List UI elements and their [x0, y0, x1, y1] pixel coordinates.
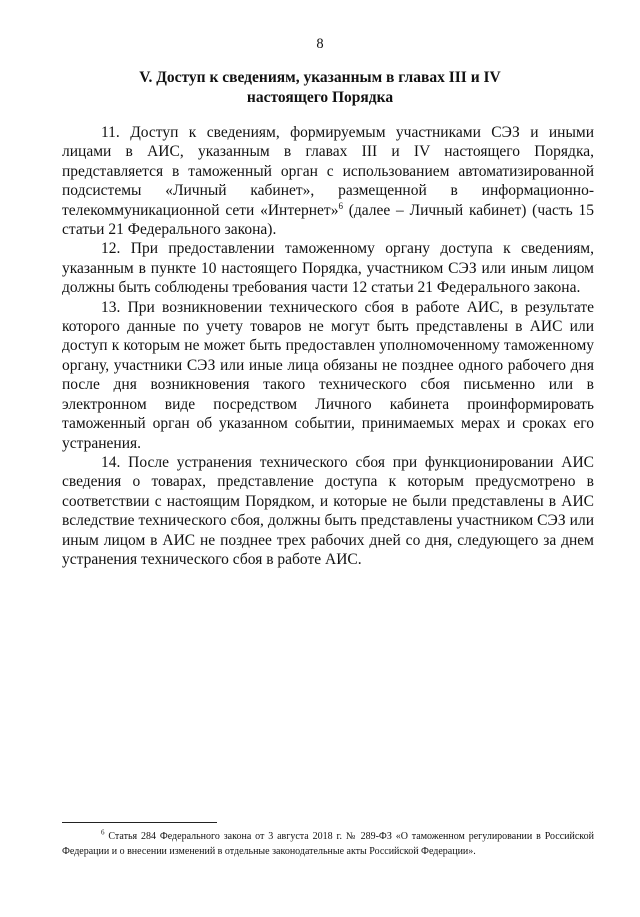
section-title-line-2: настоящего Порядка [246, 89, 394, 106]
footnote-text: Статья 284 Федерального закона от 3 августа 2018 г. № 289-ФЗ «О таможенном регулировании в Российской Федерации и о внесении изменений в отдельные законодательные акты Российской Федерации». [62, 831, 594, 857]
footnote [62, 829, 594, 859]
page-number: 8 [316, 36, 324, 52]
body-text [62, 123, 594, 569]
paragraph-12: 12. При предоставлении таможенному органу доступа к сведениям, указанным в пункте 10 настоящего Порядка, участником СЭЗ или иным лицом должны быть соблюдены требования части 12 статьи 21 Федерального закона. [62, 240, 594, 297]
footnote-reference: 6 [338, 200, 343, 211]
footnote-divider [62, 822, 217, 823]
section-title [100, 68, 540, 108]
paragraph-14: 14. После устранения технического сбоя при функционировании АИС сведения о товарах, представление доступа к которым предусмотрено в соответствии с настоящим Порядком, и которые не были представлены в АИС вследствие технического сбоя, должны быть представлены участником СЭЗ или иным лицом в АИС не позднее трех рабочих дней со дня, следующего за днем устранения технического сбоя в работе АИС. [62, 453, 594, 568]
paragraph-11-text-cont: (далее – Личный кабинет) (часть 15 статьи 21 Федерального закона). [62, 201, 594, 239]
paragraph-13: 13. При возникновении технического сбоя в работе АИС, в результате которого данные по учету товаров не могут быть представлены в АИС или доступ к которым не может быть предоставлен уполномоченному таможенному органу, участники СЭЗ или иные лица обязаны не позднее одного рабочего дня после дня возникновения такого технического сбоя письменно или в электронном виде посредством Личного кабинета проинформировать таможенный орган об указанном событии, принимаемых мерах и сроках его устранения. [62, 298, 594, 452]
footnote-mark: 6 [101, 828, 105, 837]
paragraph-11 [62, 123, 594, 239]
section-title-line-1: V. Доступ к сведениям, указанным в главах III и IV [139, 69, 501, 86]
paragraph-11-text: 11. Доступ к сведениям, формируемым участниками СЭЗ и иными лицами в АИС, указанным в главах III и IV настоящего Порядка, представляется в таможенный орган с использованием автоматизированной подсистемы «Личный кабинет», размещенной в информационно-телекоммуникационной сети «Интернет» [62, 124, 594, 219]
